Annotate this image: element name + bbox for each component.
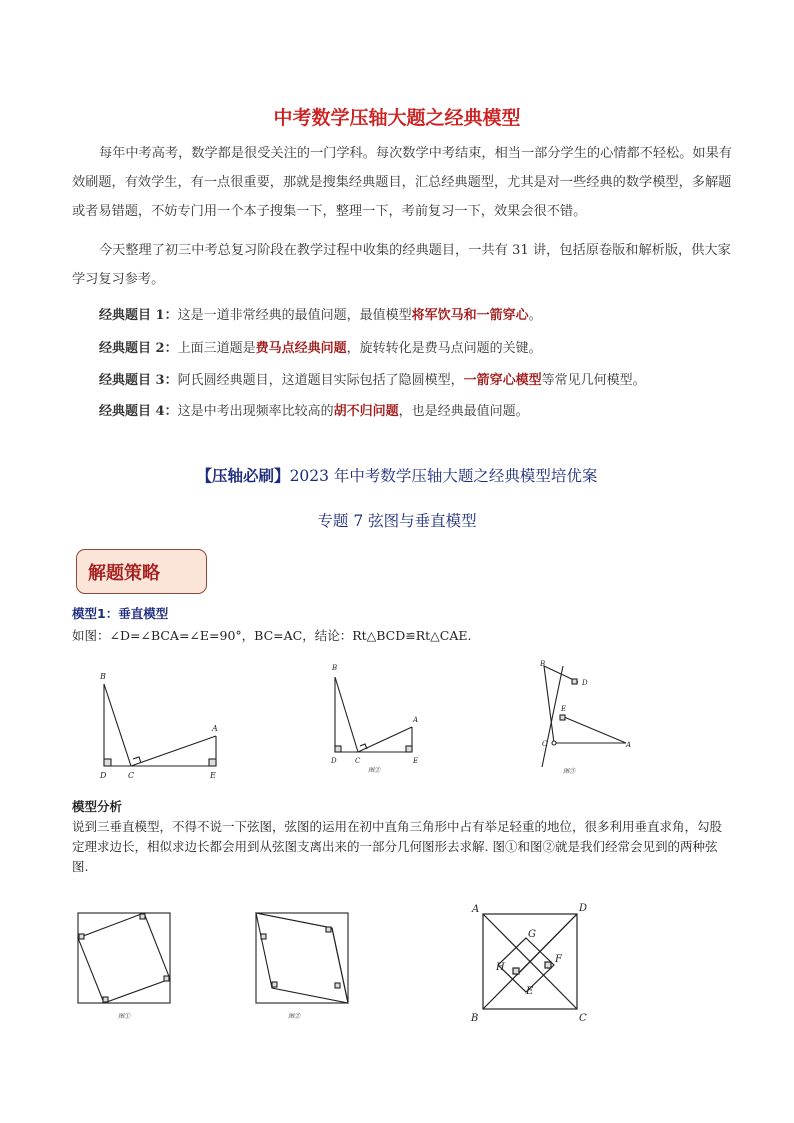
model-1-heading: 模型1：垂直模型: [72, 606, 169, 621]
section-title: [0, 464, 794, 486]
classic-item-2: [99, 337, 542, 356]
item-label: 经典题目 3：: [99, 373, 178, 388]
figure-caption: 图②: [288, 1013, 301, 1020]
label-A: A: [212, 724, 218, 733]
item-label: 经典题目 2：: [99, 341, 178, 356]
analysis-heading: 模型分析: [72, 799, 123, 814]
item-text: 阿氏圆经典题目，这道题目实际包括了隐圆模型，: [177, 373, 464, 388]
label-B: B: [471, 1013, 479, 1024]
item-text: 上面三道题是: [177, 341, 256, 356]
strategy-label: 解题策略: [88, 563, 160, 584]
label-D: D: [100, 771, 107, 780]
figure-perpendicular-3: [530, 655, 640, 780]
label-E: E: [210, 771, 216, 780]
label-B: B: [540, 660, 546, 668]
item-label: 经典题目 1：: [99, 308, 178, 323]
label-D: D: [331, 757, 337, 765]
label-D: D: [579, 903, 588, 914]
section-subtitle: 专题 7 弦图与垂直模型: [317, 512, 477, 530]
chord-figure-2: [252, 910, 352, 1022]
item-label: 经典题目 4：: [99, 404, 178, 419]
label-A: A: [413, 716, 419, 724]
item-highlight: 胡不归问题: [333, 404, 399, 419]
label-C: C: [355, 757, 361, 765]
item-text-end: 等常见几何模型。: [541, 373, 646, 388]
classic-item-3: [99, 369, 646, 388]
section-bracket-tag: 【压轴必刷】: [196, 467, 290, 485]
section-title-text: 2023 年中考数学压轴大题之经典模型培优案: [289, 467, 598, 485]
item-highlight: 费马点经典问题: [255, 341, 347, 356]
label-E: E: [561, 705, 567, 713]
figure-perpendicular-2: [325, 660, 430, 778]
label-A: A: [626, 741, 632, 749]
item-text-end: ，也是经典最值问题。: [398, 404, 529, 419]
chord-figure-3: [466, 898, 596, 1028]
item-highlight: 一箭穿心模型: [463, 373, 542, 388]
analysis-paragraph: 说到三垂直模型，不得不说一下弦图，弦图的运用在初中直角三角形中占有举足轻重的地位，很多利用垂直求角，勾股定理求边长，相似求边长都会用到从弦图支离出来的一部分几何图形去求解. 图①和图②就是我们经常会见到的两种弦图.: [72, 819, 723, 874]
label-B: B: [100, 672, 106, 681]
label-E: E: [526, 986, 534, 997]
label-A: A: [472, 904, 480, 915]
model-1-condition: 如图：∠D=∠BCA=∠E=90°，BC=AC，结论：Rt△BCD≌Rt△CAE.: [72, 628, 472, 643]
intro-paragraph-1: 每年中考高考，数学都是很受关注的一门学科。每次数学中考结束，相当一部分学生的心情都不轻松。如果有效刷题，有效学生，有一点很重要，那就是搜集经典题目，汇总经典题型，尤其是对一些经典的数学模型，多解题或者易错题，不妨专门用一个本子搜集一下，整理一下，考前复习一下，效果会很不错。: [72, 146, 732, 219]
label-C: C: [579, 1013, 587, 1024]
strategy-banner: [76, 549, 207, 594]
label-E: E: [413, 757, 419, 765]
label-C: C: [128, 771, 135, 780]
classic-item-4: [99, 400, 529, 419]
item-text: 这是中考出现频率比较高的: [177, 404, 334, 419]
label-D: D: [582, 679, 588, 687]
label-B: B: [332, 664, 338, 672]
figure-caption: 图③: [563, 768, 576, 775]
classic-item-1: [99, 304, 542, 323]
label-H: H: [496, 962, 505, 973]
document-title: 中考数学压轴大题之经典模型: [273, 107, 521, 129]
figure-caption: 图①: [118, 1013, 131, 1020]
figure-caption: 图②: [368, 767, 381, 774]
label-F: F: [555, 954, 562, 965]
item-text: 这是一道非常经典的最值问题，最值模型: [177, 308, 412, 323]
item-text-end: 。: [528, 308, 542, 323]
figure-perpendicular-1: [95, 668, 230, 783]
intro-paragraph-2: 今天整理了初三中考总复习阶段在教学过程中收集的经典题目，一共有 31 讲，包括原卷版和解析版，供大家学习复习参考。: [72, 243, 731, 287]
chord-figure-1: [74, 910, 174, 1022]
item-highlight: 将军饮马和一箭穿心: [411, 308, 529, 323]
item-text-end: ，旋转转化是费马点问题的关键。: [346, 341, 542, 356]
label-C: C: [542, 740, 548, 748]
label-G: G: [528, 929, 536, 940]
